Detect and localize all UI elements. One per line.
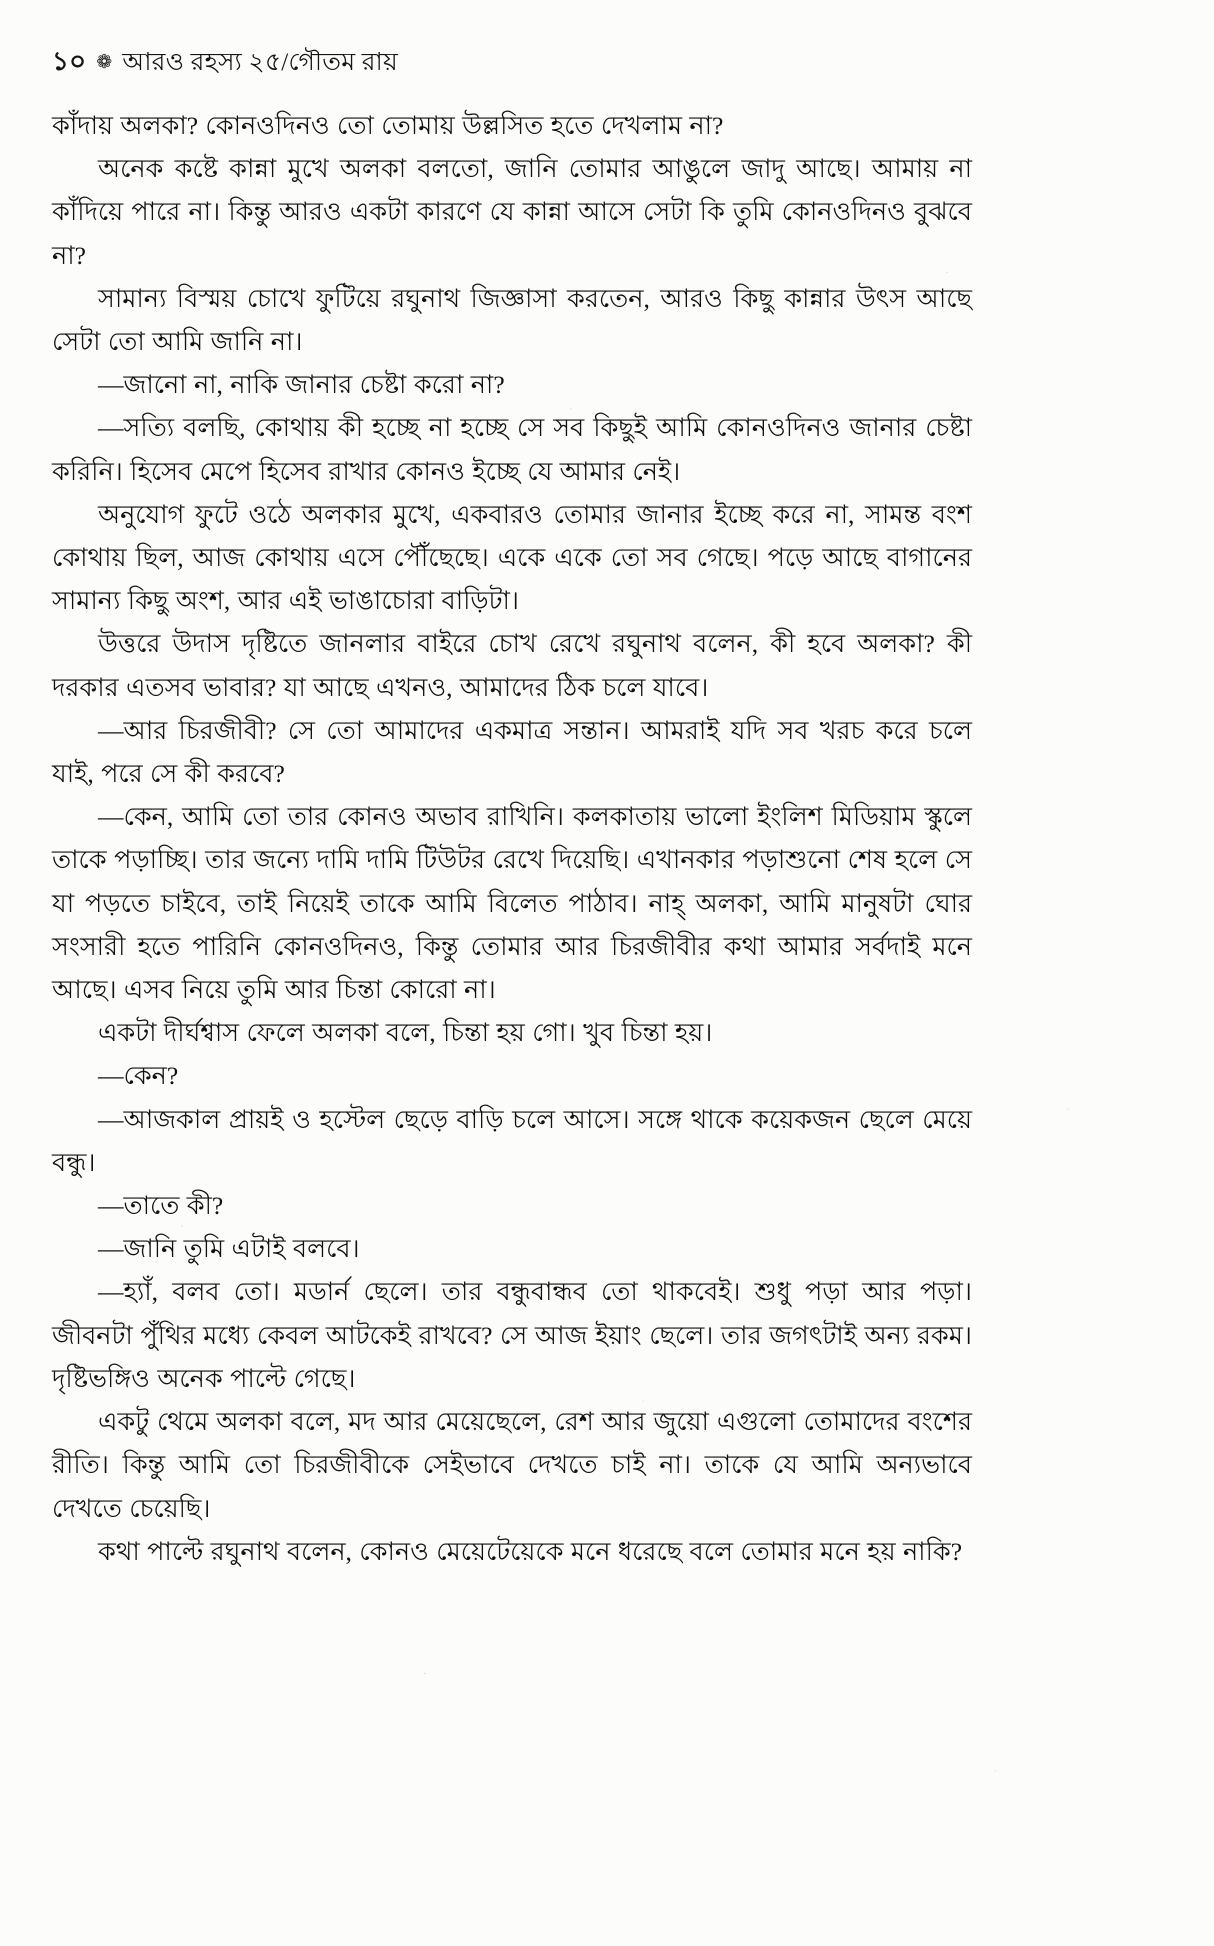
dialogue-line: —হ্যাঁ, বলব তো। মডার্ন ছেলে। তার বন্ধুবান্ধব তো থাকবেই। শুধু পড়া আর পড়া। জীবনটা পুঁথির মধ্যে কেবল আটকেই রাখবে? সে আজ ইয়াং ছেলে। তার জগৎটাই অন্য রকম। দৃষ্টিভঙ্গিও অনেক পাল্টে গেছে। bbox=[52, 1277, 972, 1393]
body-paragraph: সামান্য বিস্ময় চোখে ফুটিয়ে রঘুনাথ জিজ্ঞাসা করতেন, আরও কিছু কান্নার উৎস আছে সেটা তো আমি জানি না। bbox=[52, 283, 972, 357]
dialogue-line: —আর চিরজীবী? সে তো আমাদের একমাত্র সন্তান। আমরাই যদি সব খরচ করে চলে যাই, পরে সে কী করবে? bbox=[52, 715, 972, 789]
body-paragraph: অনুযোগ ফুটে ওঠে অলকার মুখে, একবারও তোমার জানার ইচ্ছে করে না, সামন্ত বংশ কোথায় ছিল, আজ কোথায় এসে পৌঁছেছে। একে একে তো সব গেছে। পড়ে আছে বাগানের সামান্য কিছু অংশ, আর এই ভাঙাচোরা বাড়িটা। bbox=[52, 499, 972, 616]
text-column bbox=[52, 46, 972, 1573]
dialogue-line: —তাতে কী? bbox=[98, 1191, 224, 1221]
dialogue-line: —আজকাল প্রায়ই ও হস্টেল ছেড়ে বাড়ি চলে আসে। সঙ্গে থাকে কয়েকজন ছেলে মেয়ে বন্ধু। bbox=[52, 1104, 972, 1177]
body-paragraph: একটা দীর্ঘশ্বাস ফেলে অলকা বলে, চিন্তা হয় গো। খুব চিন্তা হয়। bbox=[98, 1018, 713, 1048]
dialogue-line: —জানো না, নাকি জানার চেষ্টা করো না? bbox=[98, 370, 505, 400]
body-paragraph: কাঁদায় অলকা? কোনওদিনও তো তোমায় উল্লসিত হতে দেখলাম না? bbox=[52, 111, 724, 140]
body-paragraph: একটু থেমে অলকা বলে, মদ আর মেয়েছেলে, রেশ আর জুয়ো এগুলো তোমাদের বংশের রীতি। কিন্তু আমি তো চিরজীবীকে সেইভাবে দেখতে চাই না। তাকে যে আমি অন্যভাবে দেখতে চেয়েছি। bbox=[52, 1407, 972, 1523]
body-paragraph: কথা পাল্টে রঘুনাথ বলেন, কোনও মেয়েটেয়েকে মনে ধরেছে বলে তোমার মনে হয় নাকি? bbox=[98, 1536, 963, 1566]
running-head bbox=[52, 46, 972, 78]
dialogue-line: —কেন, আমি তো তার কোনও অভাব রাখিনি। কলকাতায় ভালো ইংলিশ মিডিয়াম স্কুলে তাকে পড়াচ্ছি। তার জন্যে দামি দামি টিউটর রেখে দিয়েছি। এখানকার পড়াশুনো শেষ হলে সে যা পড়তে চাইবে, তাই নিয়েই তাকে আমি বিলেত পাঠাব। নাহ্ অলকা, আমি মানুষটা ঘোর সংসারী হতে পারিনি কোনওদিনও, কিন্তু তোমার আর চিরজীবীর কথা আমার সর্বদাই মনে আছে। এসব নিয়ে তুমি আর চিন্তা কোরো না। bbox=[52, 802, 972, 1005]
body-paragraph: অনেক কষ্টে কান্না মুখে অলকা বলতো, জানি তোমার আঙুলে জাদু আছে। আমায় না কাঁদিয়ে পারে না। কিন্তু আরও একটা কারণে যে কান্না আসে সেটা কি তুমি কোনওদিনও বুঝবে না? bbox=[52, 154, 972, 270]
body-paragraph: উত্তরে উদাস দৃষ্টিতে জানলার বাইরে চোখ রেখে রঘুনাথ বলেন, কী হবে অলকা? কী দরকার এতসব ভাবার? যা আছে এখনও, আমাদের ঠিক চলে যাবে। bbox=[52, 629, 972, 702]
running-head-title: আরও রহস্য ২৫/গৌতম রায় bbox=[122, 49, 398, 76]
dialogue-line: —জানি তুমি এটাই বলবে। bbox=[98, 1234, 360, 1264]
page-folio-number: ১০ bbox=[52, 47, 87, 76]
dialogue-line: —কেন? bbox=[98, 1061, 179, 1091]
floral-ornament-icon: ❁ bbox=[96, 52, 113, 73]
dialogue-line: —সত্যি বলছি, কোথায় কী হচ্ছে না হচ্ছে সে সব কিছুই আমি কোনওদিনও জানার চেষ্টা করিনি। হিসেব মেপে হিসেব রাখার কোনও ইচ্ছে যে আমার নেই। bbox=[52, 413, 972, 486]
